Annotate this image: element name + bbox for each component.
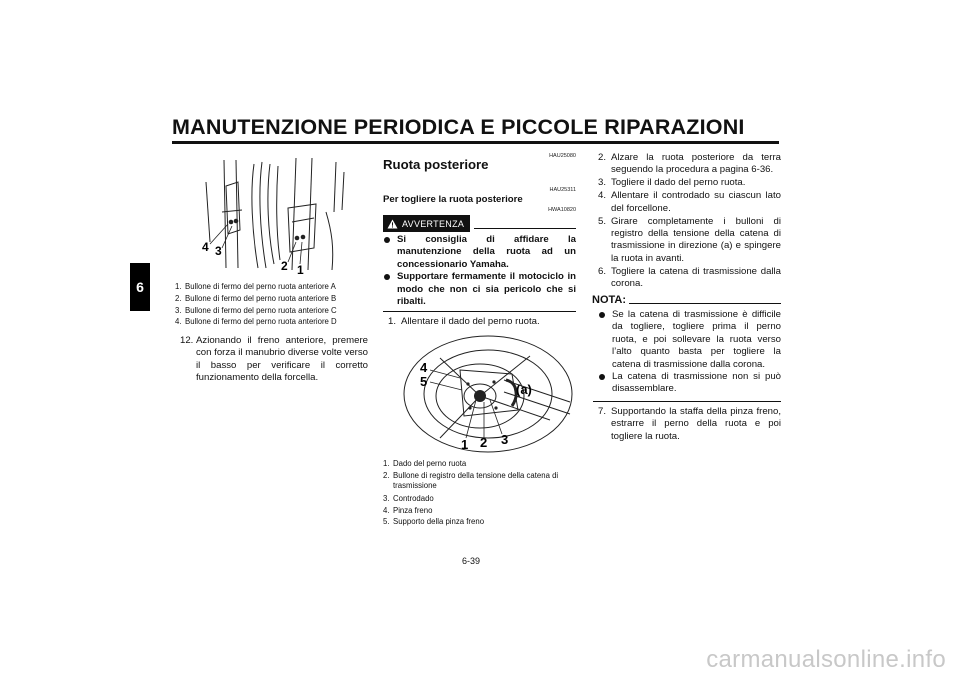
step-5: 5. Girare completamente i bulloni di registro della tensione della catena di trasmissione in direzione (a) e spingere la ruota in avanti.: [598, 215, 781, 264]
fig1-label-3: 3: [215, 244, 222, 258]
right-column-step7: [598, 406, 781, 444]
nota-end-rule: [593, 401, 781, 402]
watermark: carmanualsonline.info: [706, 646, 946, 673]
caption-item: 2. Bullone di fermo del perno ruota anteriore B: [175, 293, 337, 303]
nota-rule: [629, 303, 781, 304]
warning-end-rule: [383, 311, 576, 312]
bullet-icon: [384, 237, 390, 243]
left-column-text: [180, 335, 368, 385]
ref-code: HWA10820: [548, 207, 576, 213]
caption-item: 1. Dado del perno ruota: [383, 459, 467, 468]
warning-label: AVVERTENZA: [402, 218, 465, 229]
step-6: 6. Togliere la catena di trasmissione dalla corona.: [598, 265, 781, 290]
fig1-caption: [175, 281, 375, 328]
section-heading: Ruota posteriore: [383, 157, 489, 172]
fig2-label-5: 5: [420, 374, 428, 389]
fig2-label-3: 3: [501, 432, 509, 447]
step-4: 4. Allentare il controdado su ciascun lato del forcellone.: [598, 190, 781, 214]
step-7: 7. Supportando la staffa della pinza freno, estrarre il perno della ruota e poi togliere la ruota.: [598, 406, 781, 442]
fig2-caption: [383, 458, 578, 528]
fig1-label-1: 1: [297, 263, 304, 276]
caption-item: 4. Pinza freno: [383, 505, 433, 515]
warning-list: [383, 234, 576, 308]
bullet-icon: [599, 312, 605, 318]
warning-header: [383, 215, 576, 232]
nota-item: Se la catena di trasmissione è difficile da togliere, togliere prima il perno ruota, e poi sollevare la ruota verso l’alto quanto basta per togliere la catena di trasmissione dalla corona.: [598, 309, 781, 371]
caption-item: 3. Bullone di fermo del perno ruota anteriore C: [175, 305, 337, 315]
bullet-icon: [384, 274, 390, 280]
fig1-label-4: 4: [202, 240, 209, 254]
caption-item: 3. Controdado: [383, 493, 434, 503]
rear-wheel-figure: [400, 334, 574, 454]
subsection-heading: Per togliere la ruota posteriore: [383, 194, 523, 205]
ref-code: HAU25080: [549, 153, 576, 159]
caption-item: 2. Bullone di registro della tensione della catena di trasmissione: [383, 470, 559, 490]
bullet-icon: [599, 374, 605, 380]
front-fork-figure: [196, 152, 366, 276]
warning-item: Si consiglia di affidare la manutenzione della ruota ad un concessionario Yamaha.: [383, 234, 576, 271]
caption-item: 5. Supporto della pinza freno: [383, 517, 485, 527]
step-2: 2. Alzare la ruota posteriore da terra seguendo la procedura a pagina 6-36.: [598, 152, 781, 176]
step-12: 12. Azionando il freno anteriore, premere con forza il manubrio diverse volte verso il basso per verificare il corretto funzionamento della forcella.: [180, 335, 368, 384]
page-title: MANUTENZIONE PERIODICA E PICCOLE RIPARAZIONI: [172, 115, 745, 139]
caption-item: 4. Bullone di fermo del perno ruota anteriore D: [175, 317, 337, 327]
nota-item: La catena di trasmissione non si può disassemblare.: [598, 371, 781, 396]
chapter-tab: 6: [130, 263, 150, 311]
caption-item: 1. Bullone di fermo del perno ruota anteriore A: [175, 282, 336, 291]
fig1-label-2: 2: [281, 259, 288, 273]
warning-triangle-icon: [387, 219, 398, 229]
nota-list: [598, 309, 781, 396]
fig2-label-1: 1: [461, 437, 469, 452]
fig2-label-direction-a: (a): [516, 382, 532, 397]
ref-code: HAU25311: [549, 187, 576, 193]
warning-item: Supportare fermamente il motociclo in modo che non ci sia pericolo che si ribalti.: [383, 271, 576, 308]
nota-header: [592, 294, 781, 306]
warning-rule: [474, 228, 576, 229]
nota-label: NOTA:: [592, 294, 627, 306]
fig2-label-2: 2: [480, 435, 488, 450]
step-3: 3. Togliere il dado del perno ruota.: [598, 177, 746, 189]
step-1: 1. Allentare il dado del perno ruota.: [388, 316, 540, 327]
fig2-label-4: 4: [420, 360, 428, 375]
title-rule: [172, 141, 779, 144]
page-number: 6-39: [462, 556, 481, 566]
warning-badge: [383, 215, 470, 232]
middle-step: [388, 316, 576, 329]
right-column-steps: [598, 152, 781, 291]
